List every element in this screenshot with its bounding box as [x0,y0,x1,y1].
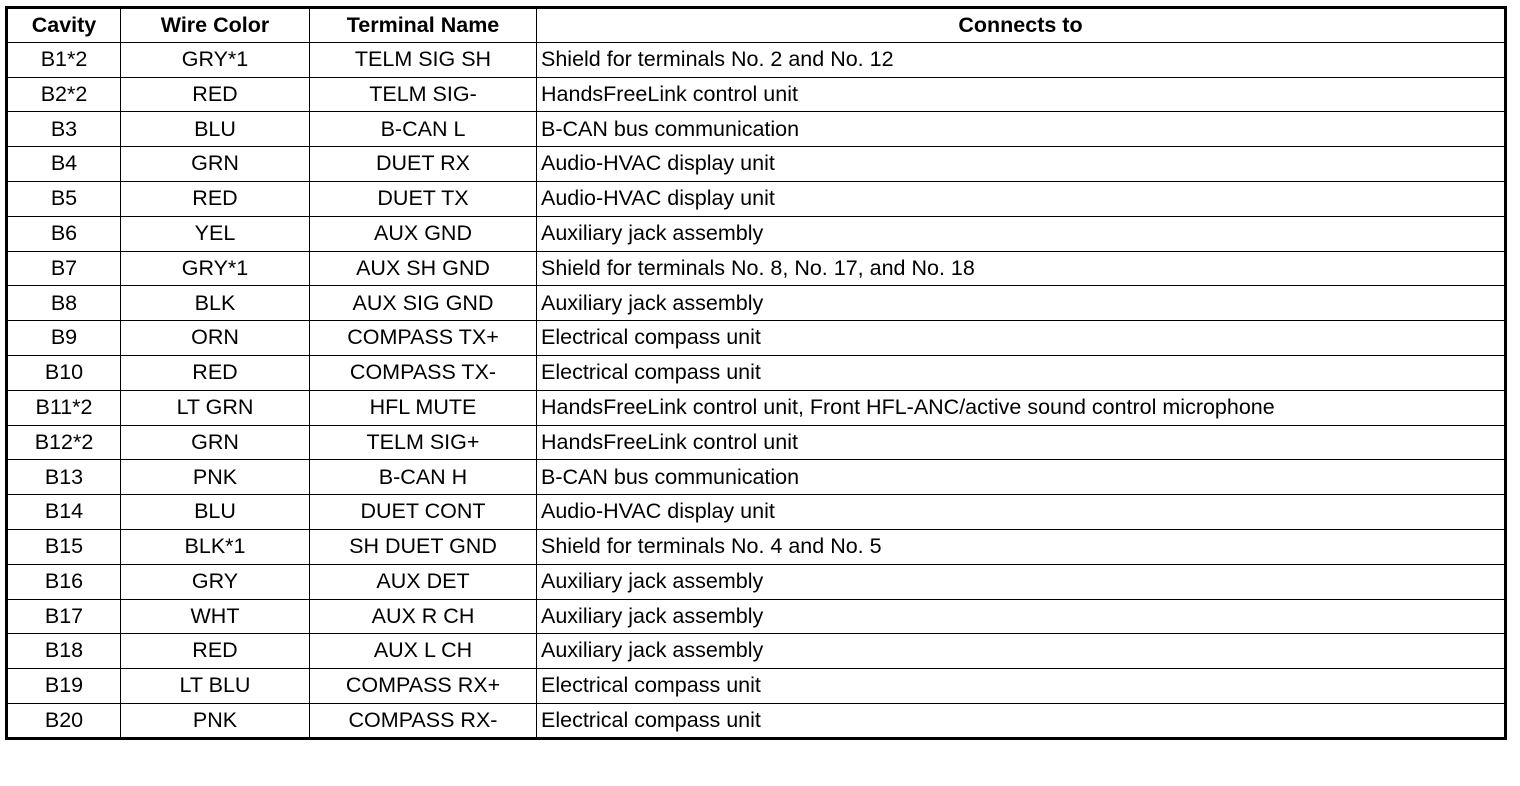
cell-cavity: B12*2 [7,425,121,460]
cell-terminal-name: DUET TX [310,181,537,216]
cell-cavity: B5 [7,181,121,216]
cell-wire-color: RED [121,77,310,112]
cell-cavity: B7 [7,251,121,286]
table-row [7,42,1506,77]
cell-connects-to: Auxiliary jack assembly [537,599,1506,634]
cell-connects-to: Auxiliary jack assembly [537,564,1506,599]
table-row [7,181,1506,216]
cell-terminal-name: AUX SH GND [310,251,537,286]
table-row [7,390,1506,425]
cell-cavity: B14 [7,495,121,530]
cell-wire-color: RED [121,634,310,669]
cell-cavity: B10 [7,355,121,390]
cell-terminal-name: AUX DET [310,564,537,599]
cell-connects-to: Electrical compass unit [537,703,1506,738]
cell-terminal-name: AUX GND [310,216,537,251]
cell-terminal-name: AUX R CH [310,599,537,634]
cell-wire-color: PNK [121,460,310,495]
cell-wire-color: GRN [121,425,310,460]
table-row [7,216,1506,251]
cell-connects-to: Audio-HVAC display unit [537,495,1506,530]
cell-terminal-name: DUET CONT [310,495,537,530]
cell-cavity: B20 [7,703,121,738]
cell-wire-color: GRY [121,564,310,599]
table-row [7,599,1506,634]
header-wire-color: Wire Color [121,8,310,43]
cell-connects-to: Shield for terminals No. 2 and No. 12 [537,42,1506,77]
cell-connects-to: Electrical compass unit [537,321,1506,356]
table-row [7,251,1506,286]
cell-wire-color: RED [121,181,310,216]
cell-wire-color: RED [121,355,310,390]
table-row [7,529,1506,564]
cell-connects-to: HandsFreeLink control unit, Front HFL-ANC/active sound control microphone [537,390,1506,425]
table-row [7,564,1506,599]
cell-cavity: B4 [7,147,121,182]
table-row [7,112,1506,147]
cell-wire-color: YEL [121,216,310,251]
cell-terminal-name: TELM SIG SH [310,42,537,77]
cell-connects-to: B-CAN bus communication [537,112,1506,147]
cell-cavity: B17 [7,599,121,634]
cell-connects-to: Shield for terminals No. 8, No. 17, and No. 18 [537,251,1506,286]
cell-terminal-name: COMPASS RX+ [310,669,537,704]
cell-wire-color: GRY*1 [121,251,310,286]
cell-terminal-name: COMPASS TX+ [310,321,537,356]
cell-wire-color: ORN [121,321,310,356]
cell-terminal-name: AUX L CH [310,634,537,669]
cell-terminal-name: DUET RX [310,147,537,182]
connector-pinout-table [5,6,1507,740]
cell-cavity: B2*2 [7,77,121,112]
header-terminal-name: Terminal Name [310,8,537,43]
cell-cavity: B8 [7,286,121,321]
cell-cavity: B6 [7,216,121,251]
cell-cavity: B11*2 [7,390,121,425]
table-row [7,355,1506,390]
cell-wire-color: BLU [121,495,310,530]
cell-terminal-name: TELM SIG+ [310,425,537,460]
cell-connects-to: Audio-HVAC display unit [537,181,1506,216]
cell-wire-color: LT GRN [121,390,310,425]
table-row [7,286,1506,321]
cell-connects-to: Electrical compass unit [537,669,1506,704]
cell-wire-color: PNK [121,703,310,738]
cell-connects-to: Auxiliary jack assembly [537,216,1506,251]
cell-connects-to: Auxiliary jack assembly [537,634,1506,669]
cell-cavity: B13 [7,460,121,495]
cell-terminal-name: B-CAN L [310,112,537,147]
cell-terminal-name: COMPASS TX- [310,355,537,390]
cell-terminal-name: SH DUET GND [310,529,537,564]
header-connects-to: Connects to [537,8,1506,43]
cell-wire-color: GRY*1 [121,42,310,77]
cell-terminal-name: AUX SIG GND [310,286,537,321]
cell-terminal-name: HFL MUTE [310,390,537,425]
cell-terminal-name: B-CAN H [310,460,537,495]
cell-connects-to: B-CAN bus communication [537,460,1506,495]
cell-connects-to: Shield for terminals No. 4 and No. 5 [537,529,1506,564]
cell-cavity: B16 [7,564,121,599]
cell-terminal-name: COMPASS RX- [310,703,537,738]
table-row [7,425,1506,460]
cell-terminal-name: TELM SIG- [310,77,537,112]
cell-connects-to: Auxiliary jack assembly [537,286,1506,321]
cell-wire-color: GRN [121,147,310,182]
table-row [7,669,1506,704]
table-row [7,460,1506,495]
cell-wire-color: BLK*1 [121,529,310,564]
cell-connects-to: Audio-HVAC display unit [537,147,1506,182]
cell-connects-to: HandsFreeLink control unit [537,77,1506,112]
header-cavity: Cavity [7,8,121,43]
connector-pinout-sheet [5,6,1507,740]
cell-cavity: B15 [7,529,121,564]
cell-cavity: B19 [7,669,121,704]
cell-wire-color: BLK [121,286,310,321]
cell-wire-color: BLU [121,112,310,147]
cell-connects-to: Electrical compass unit [537,355,1506,390]
table-row [7,703,1506,738]
cell-wire-color: WHT [121,599,310,634]
cell-cavity: B18 [7,634,121,669]
table-body [7,42,1506,738]
table-row [7,77,1506,112]
table-row [7,634,1506,669]
cell-cavity: B1*2 [7,42,121,77]
cell-wire-color: LT BLU [121,669,310,704]
cell-cavity: B9 [7,321,121,356]
cell-cavity: B3 [7,112,121,147]
table-row [7,321,1506,356]
table-row [7,147,1506,182]
cell-connects-to: HandsFreeLink control unit [537,425,1506,460]
table-header-row [7,8,1506,43]
table-row [7,495,1506,530]
